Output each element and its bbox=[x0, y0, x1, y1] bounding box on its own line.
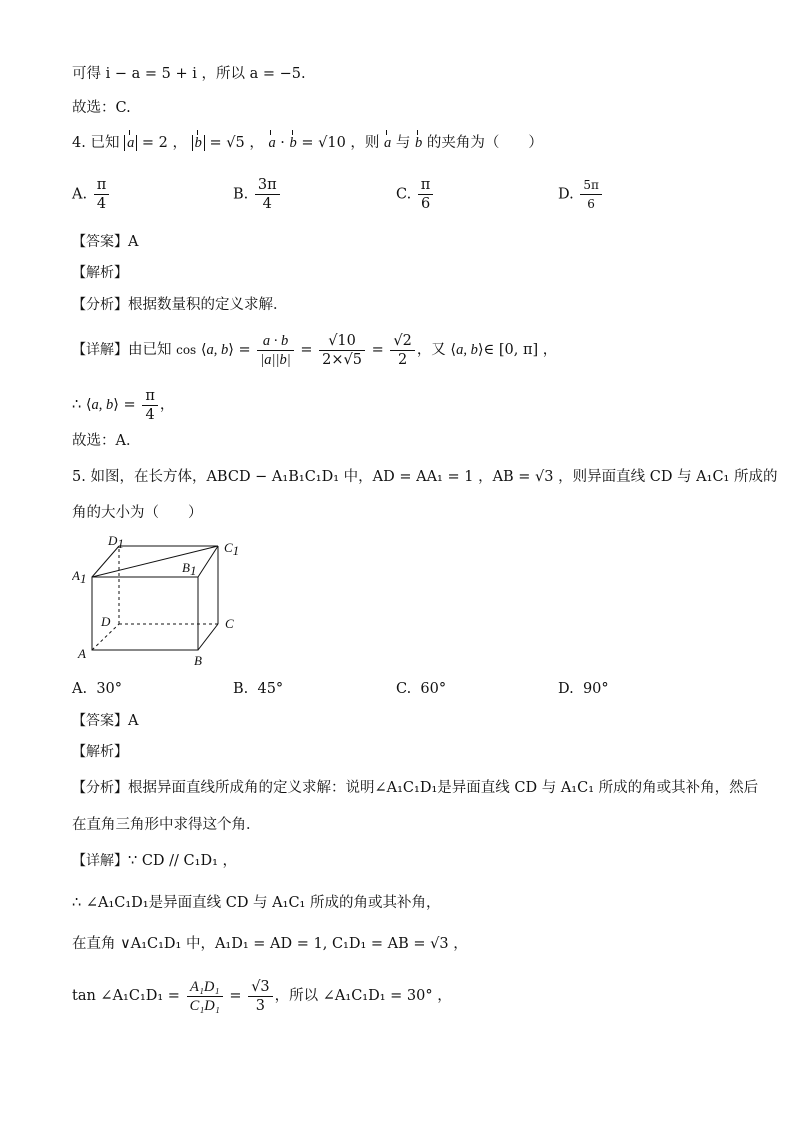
answer-value: A bbox=[128, 234, 139, 250]
angle-content: a, b bbox=[456, 342, 478, 358]
result-tail: ， bbox=[159, 397, 175, 413]
tan-prefix: tan ∠A₁C₁D₁ = bbox=[72, 988, 180, 1004]
answer-value: A bbox=[128, 713, 139, 729]
label-B1: B1 bbox=[182, 560, 197, 578]
tan-line bbox=[72, 976, 452, 1016]
option-label: B. bbox=[233, 186, 249, 203]
result-line: ∴ ⟨a, b⟩ = $\frac{\pi}{4}$ ， bbox=[72, 387, 175, 423]
option-label: A. bbox=[72, 681, 88, 697]
denominator: 2×√5 bbox=[322, 351, 362, 368]
xiangjie-tag: 【详解】 bbox=[72, 853, 128, 869]
analysis-line bbox=[72, 295, 288, 315]
numerator: √2 bbox=[390, 332, 414, 351]
therefore-symbol: ∴ bbox=[72, 397, 82, 413]
denominator: 4 bbox=[96, 196, 107, 212]
fraction bbox=[248, 978, 272, 1015]
option-text: 60° bbox=[420, 681, 447, 697]
solution-line: 【详解】由已知 cos ⟨a, b⟩ = $\frac{a \cdot b}{|a||b|}$ = $\frac{√10}{2\times√5}$ = $\frac{√2}{2}$ ，又 ⟨a, b⟩∈ [0, π] ， bbox=[72, 332, 558, 368]
angle-bracket: ⟨ bbox=[200, 342, 207, 358]
fraction bbox=[390, 332, 414, 369]
cuboid-figure bbox=[72, 532, 252, 672]
solution-line-2: ∴ ∠A₁C₁D₁是异面直线 CD 与 A₁C₁ 所成的角或其补角， bbox=[72, 895, 441, 911]
numerator: 3π bbox=[255, 176, 280, 195]
vector-b: b bbox=[289, 135, 297, 151]
question-number: 4. bbox=[72, 135, 86, 151]
denominator: 4 bbox=[145, 406, 155, 423]
vector-b: b bbox=[415, 135, 423, 151]
denominator: 4 bbox=[262, 196, 272, 212]
option-c bbox=[396, 679, 446, 699]
solution-text: ∵ CD // C₁D₁ ， bbox=[128, 853, 237, 869]
fenxi-tag: 【分析】 bbox=[72, 297, 128, 313]
option-label: D. bbox=[558, 186, 574, 203]
numerator: π bbox=[142, 387, 158, 406]
option-fraction bbox=[580, 176, 602, 213]
label-C: C bbox=[225, 616, 234, 631]
option-fraction bbox=[94, 176, 110, 213]
denominator: |a||b| bbox=[260, 351, 291, 368]
fenxi-text: 根据异面直线所成角的定义求解：说明∠A₁C₁D₁是异面直线 CD 与 A₁C₁ 所成的角或其补角，然后 bbox=[128, 780, 759, 796]
abs-b: b bbox=[192, 135, 205, 151]
stem-text: = √5 ， bbox=[209, 135, 264, 151]
fraction bbox=[142, 387, 158, 424]
stem-text: · bbox=[280, 135, 285, 151]
option-label: C. bbox=[396, 681, 412, 697]
numerator: π bbox=[418, 176, 434, 195]
visible-edges bbox=[92, 546, 218, 650]
numerator: 5π bbox=[580, 176, 602, 195]
fenxi-text: 根据数量积的定义求解． bbox=[128, 297, 288, 313]
denominator: 2 bbox=[397, 351, 408, 368]
analysis-tag: 【解析】 bbox=[72, 265, 128, 281]
stem-text: 与 bbox=[395, 135, 411, 151]
label-A1: A1 bbox=[72, 568, 87, 586]
denominator: C₁D₁ bbox=[189, 997, 220, 1014]
cos-label: cos bbox=[176, 343, 197, 357]
option-b bbox=[233, 679, 283, 699]
vector-a: a bbox=[384, 135, 392, 151]
stem-text: 如图，在长方体，ABCD − A₁B₁C₁D₁ 中，AD = AA₁ = 1 ，AB = √3 ，则异面直线 CD 与 A₁C₁ 所成的 bbox=[90, 469, 778, 485]
label-D: D bbox=[101, 614, 111, 629]
question-4-stem bbox=[72, 133, 543, 153]
stem-text: 已知 bbox=[90, 135, 120, 151]
text-line: 故选：C. bbox=[72, 100, 131, 116]
numerator: √10 bbox=[319, 332, 365, 351]
xiangjie-tag: 【详解】 bbox=[72, 342, 128, 358]
equals: = bbox=[229, 988, 242, 1004]
question-5-stem bbox=[72, 467, 777, 487]
question-5-stem-2: 角的大小为（ ） bbox=[72, 505, 203, 521]
solution-text: 由已知 bbox=[128, 342, 172, 358]
answer-line bbox=[72, 711, 138, 731]
numerator: a · b bbox=[257, 332, 293, 351]
option-b bbox=[233, 176, 282, 213]
numerator: √3 bbox=[248, 978, 272, 997]
answer-line bbox=[72, 232, 138, 252]
solution-line bbox=[72, 851, 237, 871]
option-fraction bbox=[418, 176, 434, 213]
option-c bbox=[396, 176, 435, 213]
question-number: 5. bbox=[72, 469, 86, 485]
fraction bbox=[187, 978, 223, 1015]
answer-tag: 【答案】 bbox=[72, 713, 128, 729]
angle-bracket: ⟩ bbox=[228, 342, 234, 358]
angle-bracket: ⟨ bbox=[85, 397, 92, 413]
label-B: B bbox=[194, 653, 202, 668]
option-label: C. bbox=[396, 186, 412, 203]
option-label: A. bbox=[72, 186, 88, 203]
denominator: 3 bbox=[255, 997, 266, 1014]
fraction bbox=[319, 332, 365, 369]
label-A: A bbox=[78, 646, 86, 661]
option-text: 90° bbox=[582, 681, 609, 697]
angle-bracket: ⟨ bbox=[450, 342, 457, 358]
angle-content: a, b bbox=[91, 397, 114, 413]
stem-text: = 2 ， bbox=[141, 135, 188, 151]
label-C1: C1 bbox=[224, 540, 240, 558]
angle-bracket: ⟩ bbox=[477, 342, 484, 358]
choose-line: 故选：A． bbox=[72, 433, 141, 449]
fraction bbox=[257, 332, 293, 369]
option-text: 30° bbox=[96, 681, 123, 697]
option-d bbox=[558, 679, 609, 699]
option-label: D. bbox=[558, 681, 574, 697]
angle-content: a, b bbox=[206, 342, 229, 358]
solution-text: ，又 bbox=[416, 342, 446, 358]
fenxi-tag: 【分析】 bbox=[72, 780, 128, 796]
angle-bracket: ⟩ bbox=[113, 397, 119, 413]
denominator: 6 bbox=[587, 197, 595, 211]
denominator: 6 bbox=[420, 196, 431, 212]
stem-text: 的夹角为（ ） bbox=[426, 135, 543, 151]
tan-tail: ，所以 ∠A₁C₁D₁ = 30° ， bbox=[274, 988, 452, 1004]
answer-tag: 【答案】 bbox=[72, 234, 128, 250]
analysis-line-2: 在直角三角形中求得这个角． bbox=[72, 817, 261, 833]
option-label: B. bbox=[233, 681, 249, 697]
numerator: π bbox=[94, 176, 110, 195]
text-line: 可得 i − a = 5 + i ，所以 a = −5. bbox=[72, 66, 306, 82]
numerator: A₁D₁ bbox=[187, 978, 223, 997]
option-a bbox=[72, 679, 122, 699]
analysis-tag: 【解析】 bbox=[72, 744, 128, 760]
abs-a: a bbox=[124, 135, 137, 151]
range-text: ∈ [0, π] ， bbox=[483, 342, 558, 358]
stem-text: = √10 ，则 bbox=[301, 135, 380, 151]
vector-a: a bbox=[268, 135, 276, 151]
solution-line-3: 在直角 ∨A₁C₁D₁ 中，A₁D₁ = AD = 1, C₁D₁ = AB = √3 ， bbox=[72, 936, 468, 952]
option-a bbox=[72, 176, 111, 213]
label-D1: D1 bbox=[108, 533, 124, 551]
option-fraction bbox=[255, 176, 280, 213]
analysis-line bbox=[72, 778, 758, 798]
option-d bbox=[558, 176, 604, 213]
option-text: 45° bbox=[257, 681, 284, 697]
